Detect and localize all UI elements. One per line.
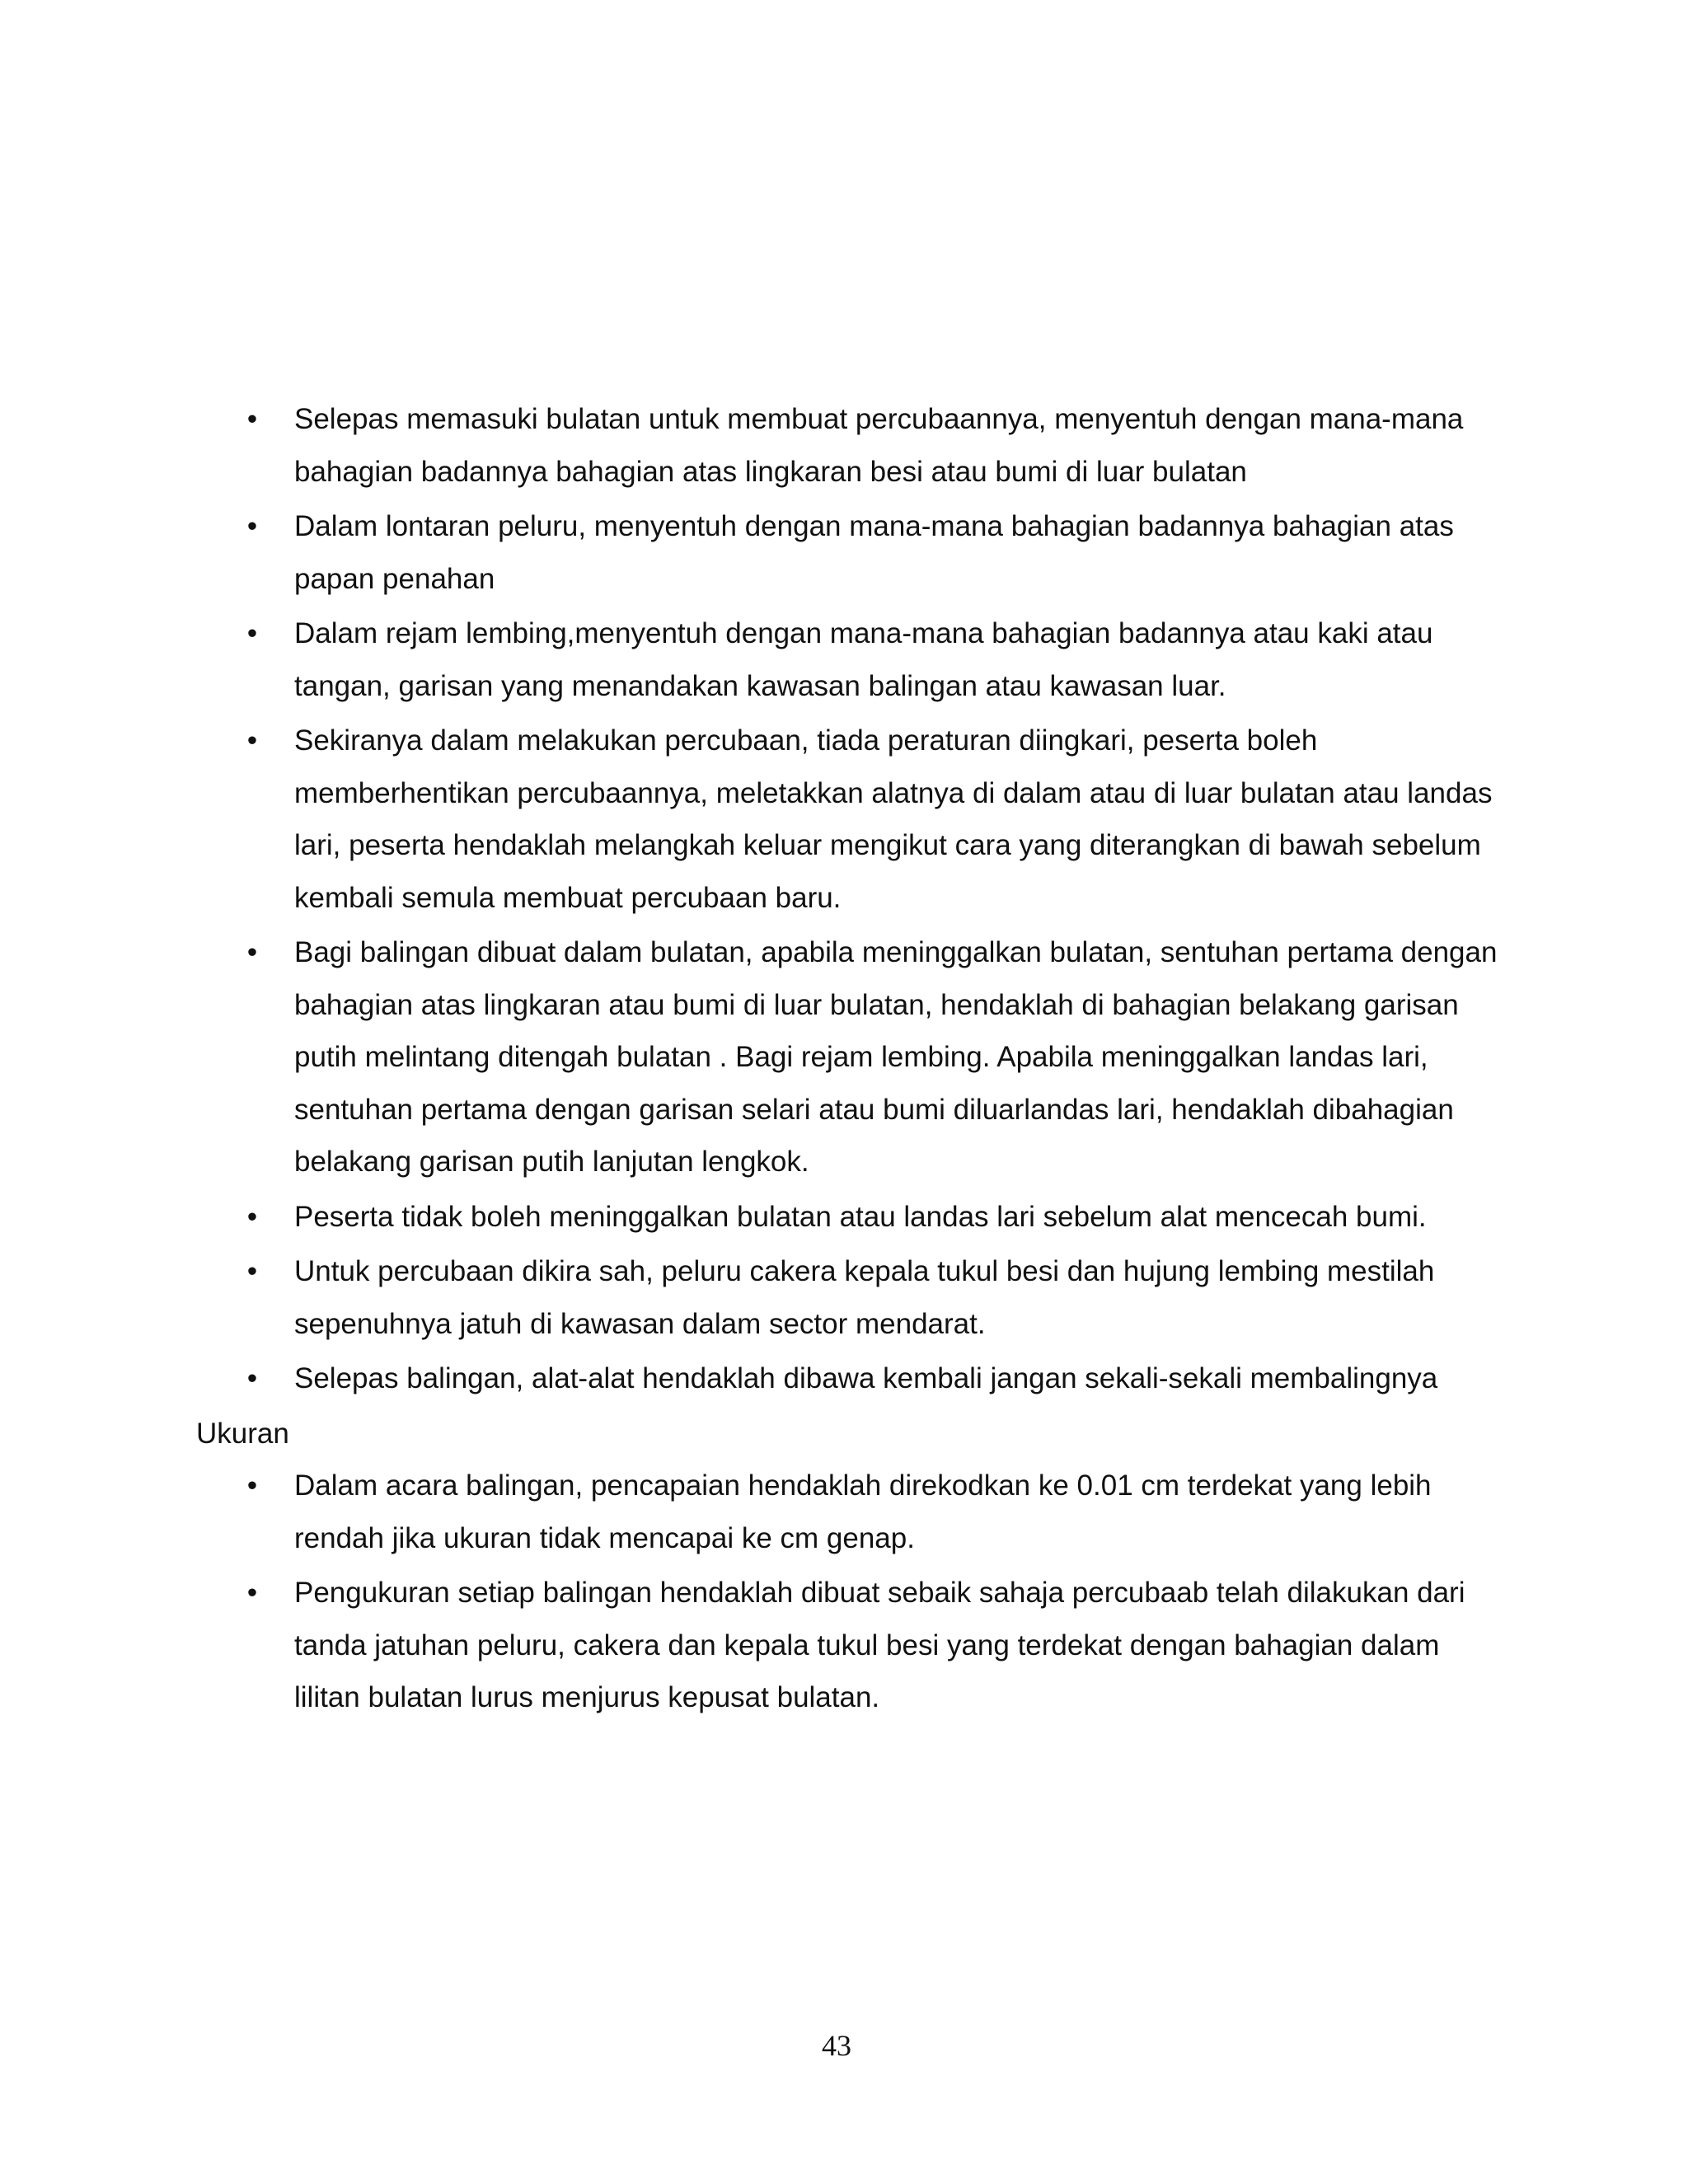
list-item	[246, 500, 1498, 605]
bullet-icon: •	[246, 510, 258, 542]
list-item	[246, 1567, 1498, 1724]
list-item	[246, 607, 1498, 712]
list-item-text: Selepas memasuki bulatan untuk membuat percubaannya, menyentuh dengan mana-mana bahagian badannya bahagian atas lingkaran besi atau bumi di luar bulatan	[294, 403, 1464, 488]
section-heading-ukuran: Ukuran	[196, 1417, 289, 1450]
page-number: 43	[822, 2029, 851, 2062]
bullet-icon: •	[246, 936, 258, 968]
bullet-icon: •	[246, 1469, 258, 1502]
list-item-text: Dalam lontaran peluru, menyentuh dengan mana-mana bahagian badannya bahagian atas papan penahan	[294, 510, 1454, 595]
list-item-text: Pengukuran setiap balingan hendaklah dibuat sebaik sahaja percubaab telah dilakukan dari tanda jatuhan peluru, cakera dan kepala tukul besi yang terdekat dengan bahagian dalam lilitan bulatan lurus menjurus kepusat bulatan.	[294, 1577, 1465, 1713]
list-item-text: Untuk percubaan dikira sah, peluru cakera kepala tukul besi dan hujung lembing mestilah sepenuhnya jatuh di kawasan dalam sector mendarat.	[294, 1255, 1435, 1340]
list-item	[246, 1191, 1498, 1244]
bullet-list-rules	[196, 393, 1498, 1405]
bullet-icon: •	[246, 617, 258, 649]
bullet-list-measurement	[196, 1460, 1498, 1724]
bullet-icon: •	[246, 1362, 258, 1394]
bullet-icon: •	[246, 403, 258, 435]
list-item	[246, 1460, 1498, 1564]
bullet-icon: •	[246, 1255, 258, 1287]
list-item-text: Sekiranya dalam melakukan percubaan, tiada peraturan diingkari, peserta boleh memberhentikan percubaannya, meletakkan alatnya di dalam atau di luar bulatan atau landas lari, peserta hendaklah melangkah keluar mengikut cara yang diterangkan di bawah sebelum kembali semula membuat percubaan baru.	[294, 724, 1493, 914]
list-item-text: Dalam acara balingan, pencapaian hendaklah direkodkan ke 0.01 cm terdekat yang lebih rendah jika ukuran tidak mencapai ke cm genap.	[294, 1469, 1432, 1554]
list-item-text: Bagi balingan dibuat dalam bulatan, apabila meninggalkan bulatan, sentuhan pertama dengan bahagian atas lingkaran atau bumi di luar bulatan, hendaklah di bahagian belakang garisan putih melintang ditengah bulatan . Bagi rejam lembing. Apabila meninggalkan landas lari, sentuhan pertama dengan garisan selari atau bumi diluarlandas lari, hendaklah dibahagian belakang garisan putih lanjutan lengkok.	[294, 936, 1498, 1178]
list-item	[246, 393, 1498, 498]
bullet-icon: •	[246, 1577, 258, 1609]
list-item	[246, 1245, 1498, 1350]
list-item-text: Peserta tidak boleh meninggalkan bulatan atau landas lari sebelum alat mencecah bumi.	[294, 1200, 1427, 1233]
list-item	[246, 926, 1498, 1188]
list-item	[246, 1352, 1498, 1405]
list-item	[246, 715, 1498, 924]
list-item-text: Dalam rejam lembing,menyentuh dengan mana-mana bahagian badannya atau kaki atau tangan, garisan yang menandakan kawasan balingan atau kawasan luar.	[294, 617, 1433, 702]
bullet-icon: •	[246, 1200, 258, 1233]
bullet-icon: •	[246, 724, 258, 757]
list-item-text: Selepas balingan, alat-alat hendaklah dibawa kembali jangan sekali-sekali membalingnya	[294, 1362, 1438, 1394]
page-content	[196, 393, 1498, 1727]
